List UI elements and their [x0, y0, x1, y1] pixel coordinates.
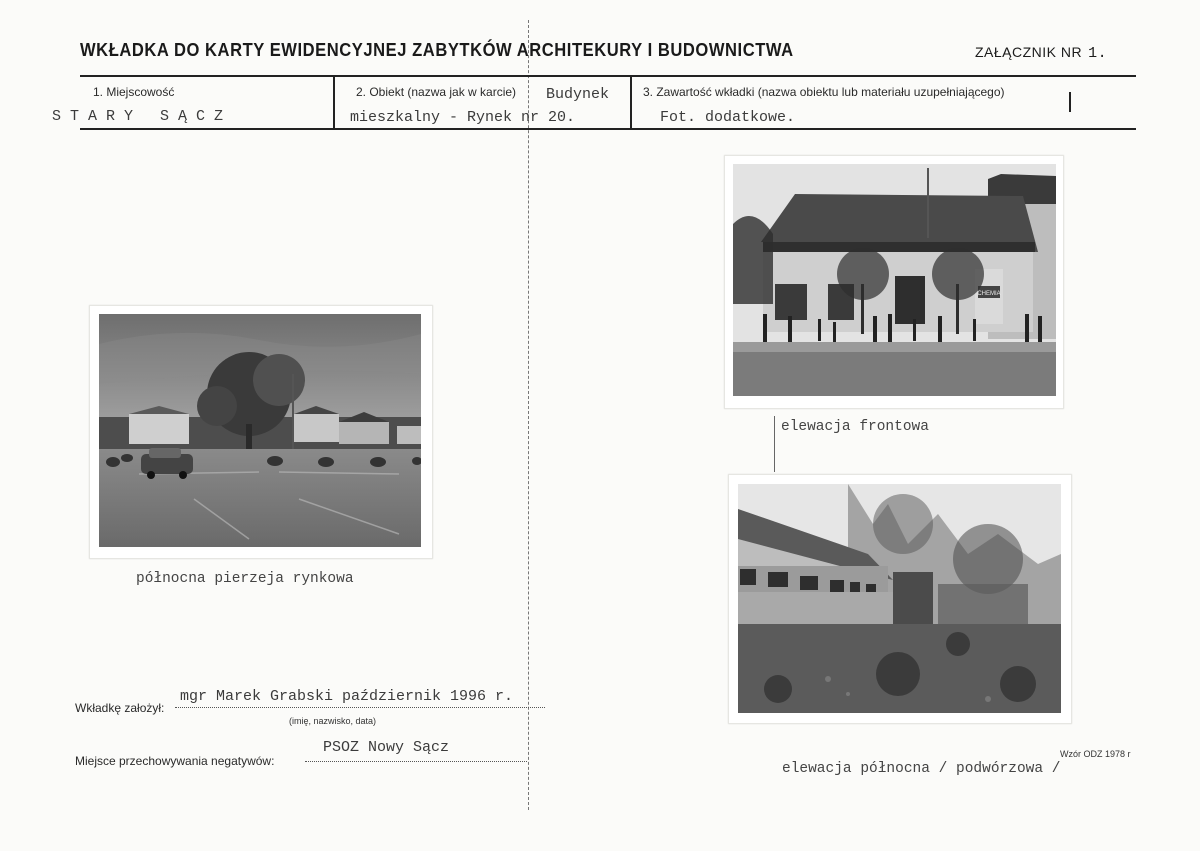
header-divider-2 [630, 76, 632, 130]
created-by-value: mgr Marek Grabski październik 1996 r. [180, 688, 514, 705]
location-value: STARY SĄCZ [52, 108, 233, 125]
negatives-storage-value: PSOZ Nowy Sącz [323, 739, 450, 756]
contents-label: 3. Zawartość wkładki (nazwa obiektu lub materiału uzupełniającego) [643, 85, 1005, 99]
header-divider-3 [1069, 92, 1071, 112]
photo-front-caption: elewacja frontowa [781, 419, 929, 435]
annex-value: 1. [1088, 45, 1108, 62]
location-label: 1. Miejscowość [93, 85, 175, 99]
object-value-line2: mieszkalny - Rynek nr 20. [350, 109, 576, 126]
photo-market-caption: północna pierzeja rynkowa [136, 571, 354, 587]
header-rule-bottom [80, 128, 1136, 130]
photo-market-square [99, 314, 421, 547]
created-by-hint: (imię, nazwisko, data) [289, 716, 377, 726]
annex-number [975, 44, 1107, 62]
front-caption-marker [774, 416, 775, 472]
fold-line [528, 20, 529, 810]
photo-north-elevation [738, 484, 1061, 713]
object-label: 2. Obiekt (nazwa jak w karcie) [356, 85, 517, 99]
contents-value: Fot. dodatkowe. [660, 109, 796, 126]
created-by-line [175, 707, 545, 708]
annex-label: ZAŁĄCZNIK NR [975, 44, 1083, 60]
header-divider-1 [333, 76, 335, 130]
form-title: WKŁADKA DO KARTY EWIDENCYJNEJ ZABYTKÓW ARCHITEKURY I BUDOWNICTWA [80, 40, 794, 60]
form-code: Wzór ODZ 1978 r [1060, 749, 1131, 759]
header-rule-top [80, 75, 1136, 77]
photo-north-caption: elewacja północna / podwórzowa / [782, 761, 1061, 777]
negatives-storage-label: Miejsce przechowywania negatywów: [75, 754, 275, 768]
photo-front-elevation [733, 164, 1056, 396]
object-value-line1: Budynek [546, 86, 610, 103]
front-shop-sign: CHEMIA [977, 291, 1001, 297]
negatives-storage-line [305, 761, 527, 762]
created-by-label: Wkładkę założył: [75, 701, 165, 715]
